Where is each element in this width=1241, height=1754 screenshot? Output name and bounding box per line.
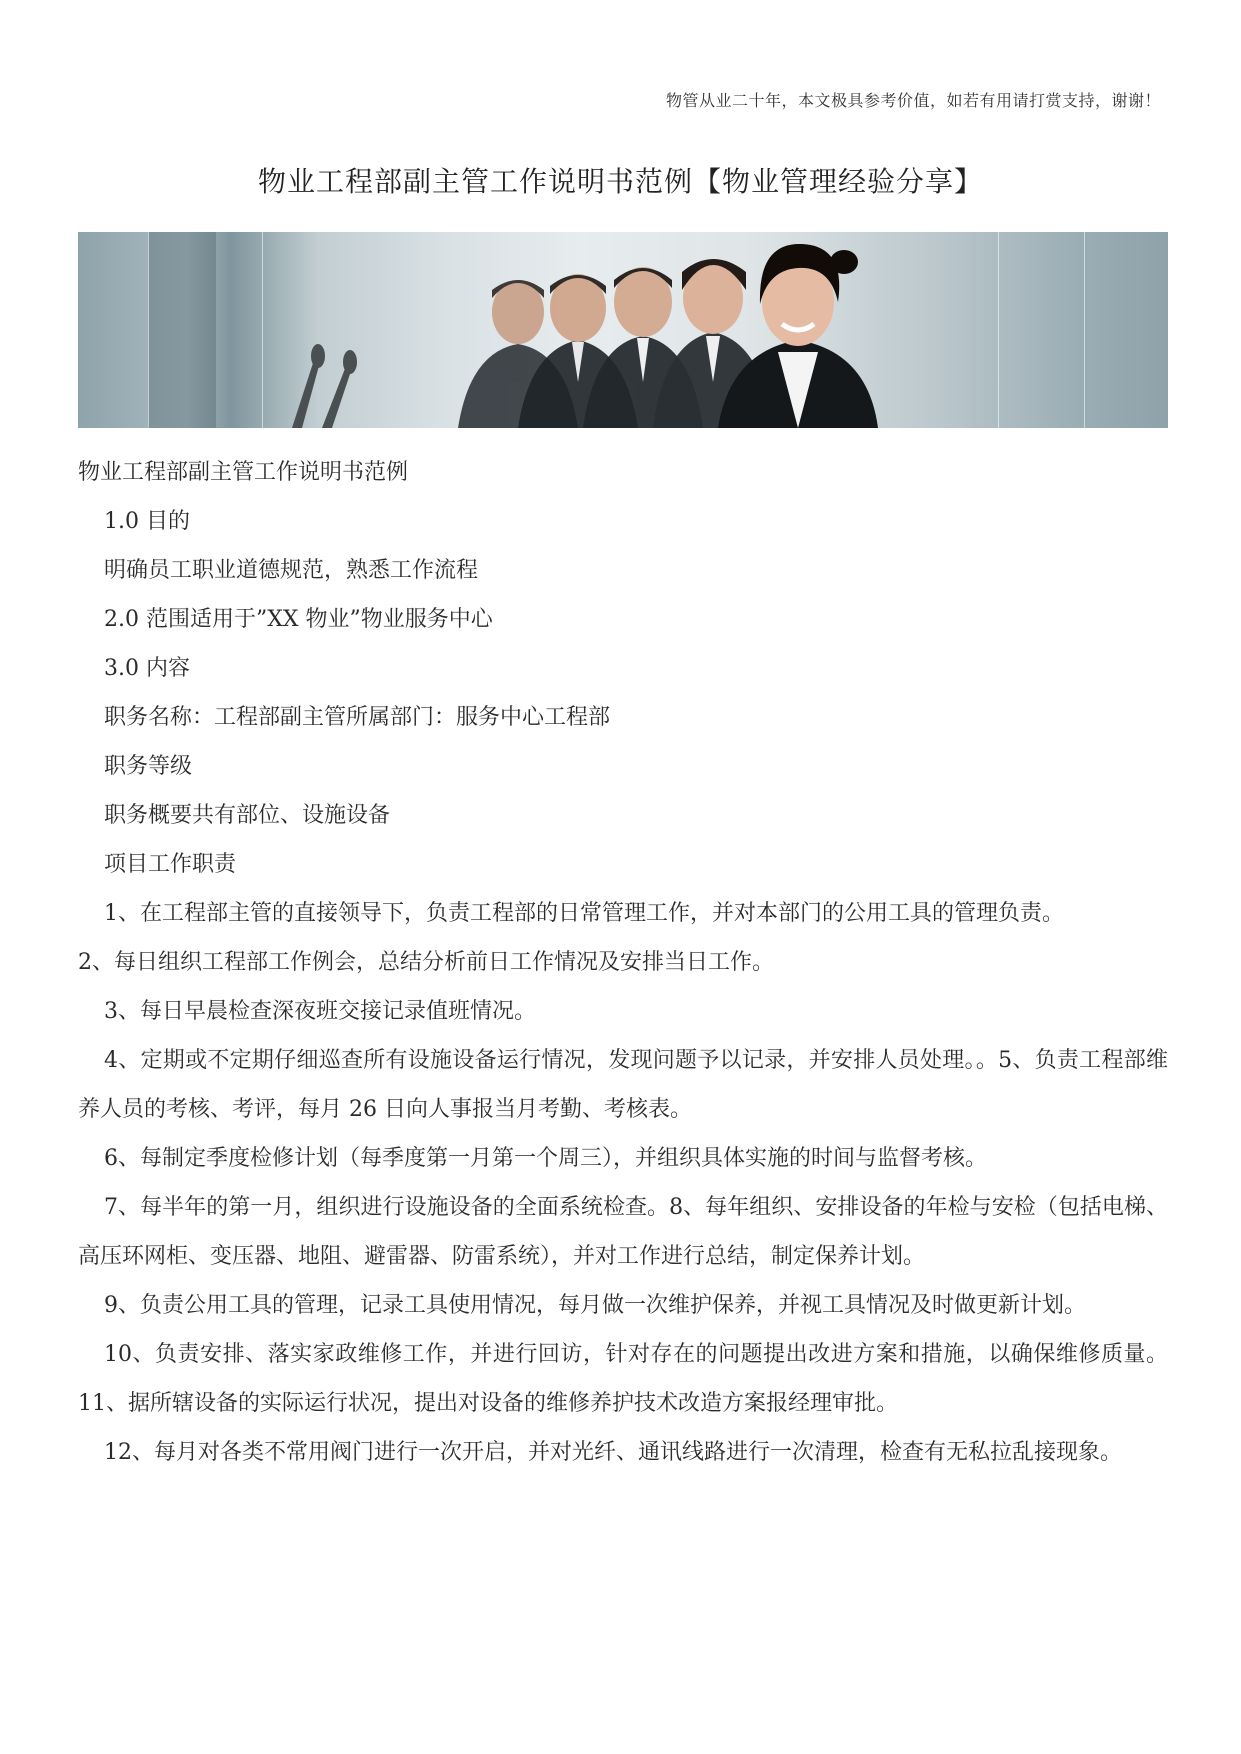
paragraph: 2.0 范围适用于”XX 物业”物业服务中心 [104, 607, 493, 632]
paragraph: 项目工作职责 [104, 852, 237, 877]
microphone-icon [292, 344, 357, 428]
people-illustration [78, 232, 1168, 428]
paragraph: 4、定期或不定期仔细巡查所有设施设备运行情况，发现问题予以记录，并安排人员处理。。5、负责工程部维养人员的考核、考评，每月 26 日向人事报当月考勤、考核表。 [78, 1048, 1168, 1122]
paragraph: 3.0 内容 [104, 656, 190, 681]
paragraph: 明确员工职业道德规范，熟悉工作流程 [104, 558, 479, 583]
paragraph: 9、负责公用工具的管理，记录工具使用情况，每月做一次维护保养，并视工具情况及时做更新计划。 [104, 1293, 1087, 1318]
paragraph: 10、负责安排、落实家政维修工作，并进行回访，针对存在的问题提出改进方案和措施，以确保维修质量。11、据所辖设备的实际运行状况，提出对设备的维修养护技术改造方案报经理审批。 [78, 1342, 1168, 1416]
paragraph: 1、在工程部主管的直接领导下，负责工程部的日常管理工作，并对本部门的公用工具的管理负责。 [104, 901, 1065, 926]
document-title: 物业工程部副主管工作说明书范例【物业管理经验分享】 [257, 165, 983, 198]
paragraph: 6、每制定季度检修计划（每季度第一月第一个周三），并组织具体实施的时间与监督考核。 [104, 1146, 988, 1171]
paragraph: 1.0 目的 [104, 509, 190, 534]
document-body [78, 448, 1168, 1477]
paragraph: 12、每月对各类不常用阀门进行一次开启，并对光纤、通讯线路进行一次清理，检查有无私拉乱接现象。 [104, 1440, 1122, 1465]
paragraph: 7、每半年的第一月，组织进行设施设备的全面系统检查。8、每年组织、安排设备的年检与安检（包括电梯、高压环网柜、变压器、地阻、避雷器、防雷系统），并对工作进行总结，制定保养计划。 [78, 1195, 1168, 1269]
section-subtitle: 物业工程部副主管工作说明书范例 [78, 460, 409, 485]
banner-image [78, 232, 1168, 428]
header-note: 物管从业二十年，本文极具参考价值，如若有用请打赏支持，谢谢！ [665, 91, 1161, 110]
paragraph: 3、每日早晨检查深夜班交接记录值班情况。 [104, 999, 536, 1024]
paragraph: 职务名称：工程部副主管所属部门：服务中心工程部 [104, 705, 611, 730]
paragraph: 职务等级 [104, 754, 193, 779]
paragraph: 职务概要共有部位、设施设备 [104, 803, 391, 828]
paragraph: 2、每日组织工程部工作例会，总结分析前日工作情况及安排当日工作。 [78, 950, 774, 975]
